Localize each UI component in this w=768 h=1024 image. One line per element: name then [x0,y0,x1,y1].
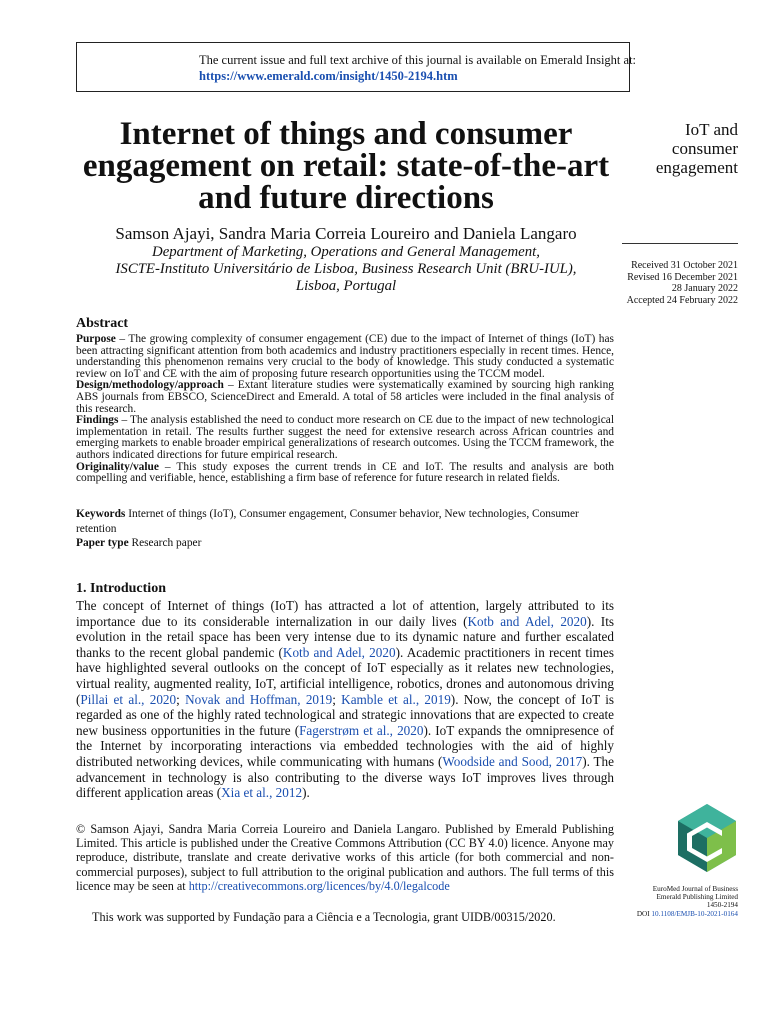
abstract-originality: Originality/value – This study exposes the current trends in CE and IoT. The results and analysis are both compelling and verifiable, hence, establishing a firm base of reference for future research in related fields. [76,460,614,485]
citation-link[interactable]: Pillai et al., 2020 [80,691,177,707]
abstract-purpose: Purpose – The growing complexity of consumer engagement (CE) due to the impact of Internet of things (IoT) has been attracting significant attention from both academics and industry practitioners especially in recent times. Hence, understanding this phenomenon remains very crucial to the body of knowledge. This study conducted a systematic review on IoT and CE with the aim of proposing future research opportunities using the TCCM model. [76,333,614,380]
citation-link[interactable]: Kamble et al., 2019 [341,691,451,707]
author-list: Samson Ajayi, Sandra Maria Correia Loureiro and Daniela Langaro [115,224,577,243]
affiliation: Department of Marketing, Operations and General Management, ISCTE-Instituto Universitário de Lisboa, Business Research Unit (BRU-IUL), Lisboa, Portugal [115,244,577,294]
citation-link[interactable]: Kotb and Adel, 2020 [282,644,396,660]
license-notice: © Samson Ajayi, Sandra Maria Correia Loureiro and Daniela Langaro. Published by Emerald Publishing Limited. This article is published under the Creative Commons Attribution (CC BY 4.0) licence. Anyone may reproduce, distribute, translate and create derivative works of this article (for both commercial and non-commercial purposes), subject to full attribution to the original publication and authors. The full terms of this licence may be seen at http://creativecommons.org/licences/by/4.0/legalcode [76,822,614,893]
funding-note: This work was supported by Fundação para a Ciência e a Tecnologia, grant UIDB/00315/2020. [92,910,556,924]
journal-info: EuroMed Journal of Business Emerald Publishing Limited 1450-2194 DOI 10.1108/EMJB-10-2021-0164 [612,885,738,918]
citation-link[interactable]: Novak and Hoffman, 2019 [185,691,333,707]
citation-link[interactable]: Kotb and Adel, 2020 [467,613,587,629]
doi-link[interactable]: 10.1108/EMJB-10-2021-0164 [651,909,738,918]
journal-url-link[interactable]: https://www.emerald.com/insight/1450-2194.htm [199,69,458,83]
notice-text: The current issue and full text archive of this journal is available on Emerald Insight at: [199,53,637,67]
dates-divider [622,243,738,244]
publisher-logo-icon [676,802,738,874]
journal-notice-box [76,42,637,92]
article-dates: Received 31 October 2021 Revised 16 December 2021 28 January 2022 Accepted 24 February 2022 [626,260,738,306]
abstract-findings: Findings – The analysis established the need to conduct more research on CE due to the impact of new technological implementation in retail. The results further suggest the need for extensive research across African countries and emerging markets to enable broader empirical generalizations of research outcomes. Using the TCCM framework, the authors indicated directions for future empirical research. [76,414,614,461]
citation-link[interactable]: Woodside and Sood, 2017 [442,753,583,769]
license-url-link[interactable]: http://creativecommons.org/licences/by/4.0/legalcode [188,878,450,893]
section-heading-introduction: 1. Introduction [76,581,166,596]
abstract-body [76,334,614,485]
introduction-body: The concept of Internet of things (IoT) has attracted a lot of attention, largely attributed to its importance due to its considerable internalization in our daily lives (Kotb and Adel, 2020). Its evolution in the retail space has been very intense due to its dynamic nature and further escalated thanks to the recent global pandemic (Kotb and Adel, 2020). Academic practitioners in recent times have highlighted several outlooks on the concept of IoT especially as it relates new technologies, virtual reality, augmented reality, IoT, artificial intelligence, robotics, drones and autonomous driving (Pillai et al., 2020; Novak and Hoffman, 2019; Kamble et al., 2019). Now, the concept of IoT is regarded as one of the highly rated technological and strategic innovations that are expected to create new business opportunities in the future (Fagerstrøm et al., 2020). IoT expands the omnipresence of the Internet by incorporating interactions via embedded technologies with the aid of highly distributed networking devices, while communicating with humans (Woodside and Sood, 2017). The advancement in technology is also contributing to the diverse ways IoT improves lives through different application areas (Xia et al., 2012). [76,598,615,801]
paper-type: Paper type Research paper [76,537,202,549]
paper-title: Internet of things and consumer engagement on retail: state-of-the-art and future directions [82,116,610,216]
keywords: Keywords Internet of things (IoT), Consumer engagement, Consumer behavior, New technologies, Consumer retention [76,508,579,535]
citation-link[interactable]: Fagerstrøm et al., 2020 [299,722,424,738]
doi: DOI 10.1108/EMJB-10-2021-0164 [636,909,738,918]
running-title: IoT and consumer engagement [655,120,738,177]
abstract-design: Design/methodology/approach – Extant literature studies were systematically examined by sourcing high ranking ABS journals from EBSCO, ScienceDirect and Emerald. A total of 58 articles were included in the final analysis of this research. [76,379,614,415]
citation-link[interactable]: Xia et al., 2012 [221,785,303,801]
abstract-heading: Abstract [76,316,129,331]
